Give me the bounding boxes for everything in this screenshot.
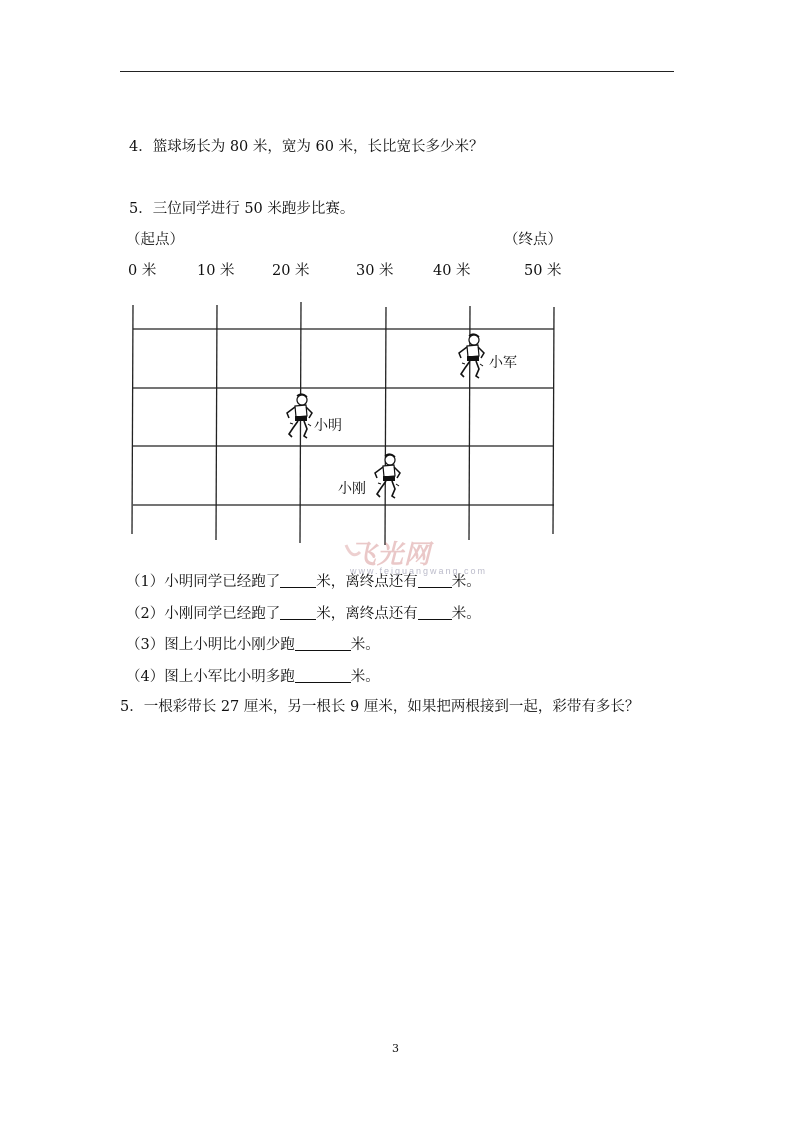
sub-question-4: （4）图上小军比小明多跑 米。 — [126, 669, 380, 685]
marker-50m — [553, 307, 554, 534]
watermark-main: 飞光网 — [350, 539, 432, 569]
distance-label-0: 0 米 — [128, 263, 157, 279]
start-label: （起点） — [126, 232, 184, 248]
marker-20m — [300, 302, 301, 543]
runner-icon-xiaogang — [375, 454, 400, 498]
marker-30m — [385, 307, 386, 545]
marker-0m — [132, 305, 133, 534]
sub-question-1: （1）小明同学已经跑了 米，离终点还有 米。 — [126, 574, 481, 590]
distance-label-50: 50 米 — [524, 263, 562, 279]
page-number: 3 — [392, 1042, 399, 1055]
sub-question-2: （2）小刚同学已经跑了 米，离终点还有 米。 — [126, 606, 481, 622]
runner-label-xiaoming: 小明 — [314, 418, 342, 434]
answer-blank-1b[interactable] — [418, 573, 452, 588]
distance-label-10: 10 米 — [197, 263, 235, 279]
watermark-sub: www.feiguangwang.com — [350, 566, 488, 576]
runner-label-xiaogang: 小刚 — [338, 481, 366, 497]
answer-blank-2b[interactable] — [418, 605, 452, 620]
sub-question-3: （3）图上小明比小刚少跑 米。 — [126, 637, 380, 653]
question-5b: 5．一根彩带长 27 厘米，另一根长 9 厘米，如果把两根接到一起，彩带有多长？ — [120, 699, 640, 715]
runner-icon-xiaojun — [459, 334, 484, 378]
runner-icon-xiaoming — [287, 394, 312, 438]
question-4: 4．篮球场长为 80 米，宽为 60 米，长比宽长多少米？ — [129, 139, 484, 155]
answer-blank-4[interactable] — [295, 668, 351, 683]
end-label: （终点） — [504, 232, 562, 248]
answer-blank-3[interactable] — [295, 636, 351, 651]
question-5-title: 5．三位同学进行 50 米跑步比赛。 — [129, 201, 355, 217]
answer-blank-2a[interactable] — [280, 605, 316, 620]
answer-blank-1a[interactable] — [280, 573, 316, 588]
distance-label-20: 20 米 — [272, 263, 310, 279]
distance-label-40: 40 米 — [433, 263, 471, 279]
distance-label-30: 30 米 — [356, 263, 394, 279]
runner-label-xiaojun: 小军 — [489, 355, 517, 371]
